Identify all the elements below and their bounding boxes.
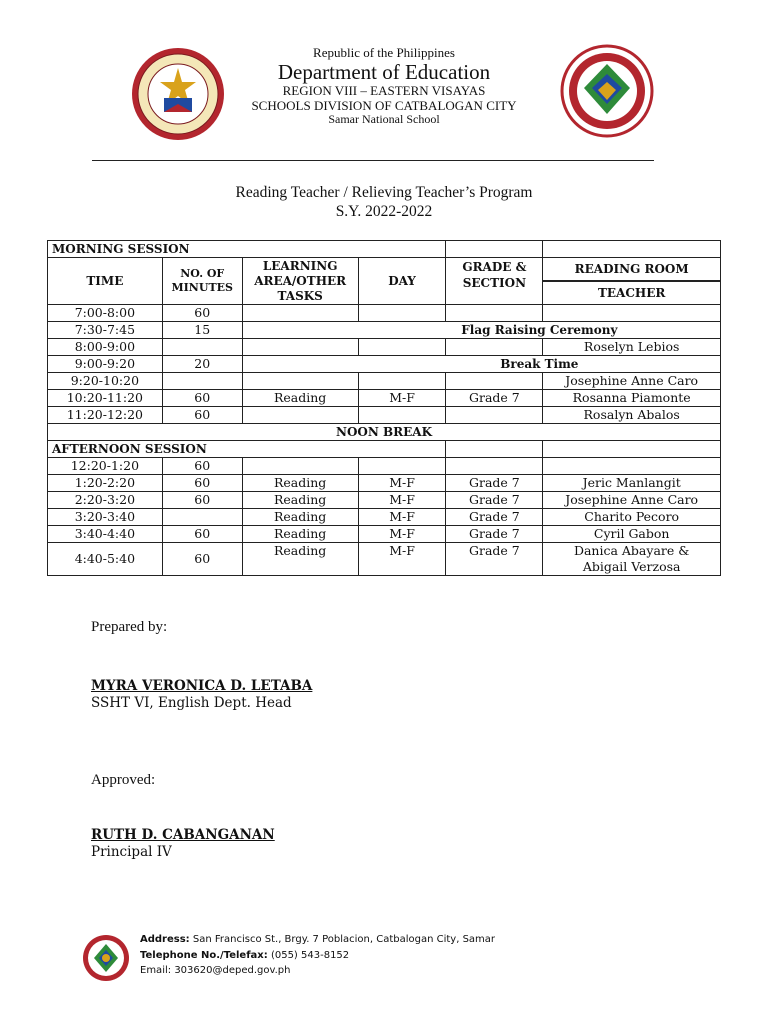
cell-time: 7:00-8:00 bbox=[48, 305, 163, 322]
cell-minutes: 60 bbox=[162, 475, 242, 492]
cell-activity: Break Time bbox=[242, 356, 720, 373]
afternoon-session-row bbox=[48, 441, 721, 458]
cell-grade: Grade 7 bbox=[446, 543, 543, 576]
footer-phone-line bbox=[140, 948, 495, 964]
approved-label: Approved: bbox=[91, 772, 156, 788]
cell-learning: Reading bbox=[242, 390, 358, 407]
noon-break-label: NOON BREAK bbox=[48, 424, 721, 441]
cell-learning: Reading bbox=[242, 475, 358, 492]
approved-name: RUTH D. CABANGANAN bbox=[91, 827, 275, 843]
header-time: TIME bbox=[48, 258, 163, 305]
cell-teacher bbox=[543, 407, 721, 424]
division-line: SCHOOLS DIVISION OF CATBALOGAN CITY bbox=[251, 97, 517, 113]
cell-grade: Grade 7 bbox=[446, 509, 543, 526]
cell-day: M-F bbox=[358, 526, 446, 543]
cell-day bbox=[358, 305, 446, 322]
cell-time: 1:20-2:20 bbox=[48, 475, 163, 492]
cell-time: 9:00-9:20 bbox=[48, 356, 163, 373]
morning-session-label: MORNING SESSION bbox=[48, 241, 446, 258]
cell-minutes: 20 bbox=[162, 356, 242, 373]
header-teacher: TEACHER bbox=[543, 281, 721, 305]
cell-day bbox=[358, 373, 446, 390]
teacher-name: Abigail Verzosa bbox=[582, 559, 681, 574]
cell-day: M-F bbox=[358, 492, 446, 509]
footer-seal-logo bbox=[82, 934, 130, 982]
cell-grade bbox=[446, 305, 543, 322]
cell-learning: Reading bbox=[242, 543, 358, 576]
teacher-name: Roselyn Lebios bbox=[583, 339, 680, 354]
cell-time: 4:40-5:40 bbox=[48, 543, 163, 576]
afternoon-rows bbox=[48, 458, 721, 576]
cell-grade: Grade 7 bbox=[446, 492, 543, 509]
prepared-by-title: SSHT VI, English Dept. Head bbox=[91, 694, 292, 711]
cell-teacher bbox=[543, 543, 721, 576]
cell-learning bbox=[242, 305, 358, 322]
cell-minutes: 60 bbox=[162, 543, 242, 576]
cell-grade: Grade 7 bbox=[446, 475, 543, 492]
cell-grade bbox=[446, 339, 543, 356]
republic-line: Republic of the Philippines bbox=[313, 45, 455, 60]
cell-teacher bbox=[543, 373, 721, 390]
cell-grade bbox=[446, 373, 543, 390]
cell-time: 3:20-3:40 bbox=[48, 509, 163, 526]
cell-learning bbox=[242, 458, 358, 475]
cell-learning: Reading bbox=[242, 492, 358, 509]
cell-minutes: 60 bbox=[162, 305, 242, 322]
cell-time: 12:20-1:20 bbox=[48, 458, 163, 475]
cell-learning bbox=[242, 407, 358, 424]
header-day: DAY bbox=[358, 258, 446, 305]
letterhead bbox=[200, 46, 568, 127]
cell-minutes: 15 bbox=[162, 322, 242, 339]
footer-phone: (055) 543-8152 bbox=[270, 949, 350, 961]
table-header-row bbox=[48, 258, 721, 282]
afternoon-session-label: AFTERNOON SESSION bbox=[48, 441, 446, 458]
morning-rows bbox=[48, 305, 721, 424]
cell-minutes: 60 bbox=[162, 526, 242, 543]
cell-learning: Reading bbox=[242, 526, 358, 543]
table-row bbox=[48, 543, 721, 576]
school-line: Samar National School bbox=[328, 112, 440, 127]
teacher-name: Jeric Manlangit bbox=[582, 475, 681, 490]
cell-learning bbox=[242, 339, 358, 356]
cell-teacher bbox=[543, 390, 721, 407]
footer-email-label: Email: bbox=[140, 965, 172, 976]
table-row bbox=[48, 458, 721, 475]
cell-minutes: 60 bbox=[162, 390, 242, 407]
table-row bbox=[48, 492, 721, 509]
cell-time: 8:00-9:00 bbox=[48, 339, 163, 356]
cell-minutes: 60 bbox=[162, 407, 242, 424]
table-row bbox=[48, 373, 721, 390]
prepared-by-label: Prepared by: bbox=[91, 619, 168, 635]
table-row bbox=[48, 305, 721, 322]
cell-teacher bbox=[543, 509, 721, 526]
cell-grade bbox=[446, 458, 543, 475]
catbalogan-city-seal-logo bbox=[560, 44, 654, 138]
cell-teacher bbox=[543, 458, 721, 475]
table-row bbox=[48, 407, 721, 424]
teacher-name: Josephine Anne Caro bbox=[565, 492, 699, 507]
header-divider bbox=[92, 160, 654, 161]
cell-learning: Reading bbox=[242, 509, 358, 526]
footer-email-line bbox=[140, 963, 495, 979]
footer-address: San Francisco St., Brgy. 7 Poblacion, Catbalogan City, Samar bbox=[192, 934, 496, 945]
cell-minutes: 60 bbox=[162, 458, 242, 475]
cell-teacher bbox=[543, 475, 721, 492]
cell-grade: Grade 7 bbox=[446, 526, 543, 543]
cell-activity: Flag Raising Ceremony bbox=[242, 322, 720, 339]
table-row bbox=[48, 356, 721, 373]
cell-teacher bbox=[543, 305, 721, 322]
cell-time: 9:20-10:20 bbox=[48, 373, 163, 390]
approved-title: Principal IV bbox=[91, 843, 172, 860]
header-learning: LEARNING AREA/OTHER TASKS bbox=[242, 258, 358, 305]
schedule-table bbox=[47, 240, 721, 576]
table-row bbox=[48, 339, 721, 356]
cell-time: 11:20-12:20 bbox=[48, 407, 163, 424]
header-minutes: NO. OF MINUTES bbox=[162, 258, 242, 305]
cell-teacher bbox=[543, 492, 721, 509]
noon-break-row bbox=[48, 424, 721, 441]
cell-minutes bbox=[162, 509, 242, 526]
header-grade: GRADE & SECTION bbox=[446, 258, 543, 305]
footer-contact bbox=[140, 932, 495, 979]
cell-minutes bbox=[162, 339, 242, 356]
cell-minutes: 60 bbox=[162, 492, 242, 509]
cell-day: M-F bbox=[358, 543, 446, 576]
table-row bbox=[48, 509, 721, 526]
table-row bbox=[48, 390, 721, 407]
table-row bbox=[48, 322, 721, 339]
teacher-name: Rosalyn Abalos bbox=[583, 407, 680, 422]
prepared-by-name: MYRA VERONICA D. LETABA bbox=[91, 678, 313, 694]
cell-day bbox=[358, 407, 446, 424]
cell-minutes bbox=[162, 373, 242, 390]
cell-day bbox=[358, 339, 446, 356]
cell-day: M-F bbox=[358, 509, 446, 526]
footer-phone-label: Telephone No./Telefax: bbox=[140, 949, 268, 961]
header-reading-room: READING ROOM bbox=[543, 258, 721, 282]
teacher-name: Cyril Gabon bbox=[593, 526, 670, 541]
footer-address-line bbox=[140, 932, 495, 948]
cell-time: 10:20-11:20 bbox=[48, 390, 163, 407]
table-row bbox=[48, 526, 721, 543]
cell-grade: Grade 7 bbox=[446, 390, 543, 407]
school-year: S.Y. 2022-2022 bbox=[335, 202, 433, 220]
cell-day bbox=[358, 458, 446, 475]
cell-time: 7:30-7:45 bbox=[48, 322, 163, 339]
cell-day: M-F bbox=[358, 475, 446, 492]
program-title: Reading Teacher / Relieving Teacher’s Program bbox=[235, 184, 533, 201]
cell-time: 3:40-4:40 bbox=[48, 526, 163, 543]
morning-session-row bbox=[48, 241, 721, 258]
cell-teacher bbox=[543, 526, 721, 543]
cell-learning bbox=[242, 373, 358, 390]
teacher-name: Josephine Anne Caro bbox=[565, 373, 699, 388]
footer-email: 303620@deped.gov.ph bbox=[174, 965, 291, 976]
teacher-name: Rosanna Piamonte bbox=[572, 390, 691, 405]
table-row bbox=[48, 475, 721, 492]
cell-grade bbox=[446, 407, 543, 424]
cell-time: 2:20-3:20 bbox=[48, 492, 163, 509]
cell-day: M-F bbox=[358, 390, 446, 407]
region-line: REGION VIII – EASTERN VISAYAS bbox=[282, 83, 486, 99]
approved-block bbox=[91, 827, 275, 861]
teacher-name: Danica Abayare & bbox=[573, 543, 690, 558]
teacher-name: Charito Pecoro bbox=[584, 509, 680, 524]
program-title-block bbox=[0, 184, 768, 221]
footer-address-label: Address: bbox=[140, 934, 190, 945]
prepared-by-block bbox=[91, 678, 312, 712]
cell-teacher bbox=[543, 339, 721, 356]
department-line: Department of Education bbox=[277, 59, 491, 84]
